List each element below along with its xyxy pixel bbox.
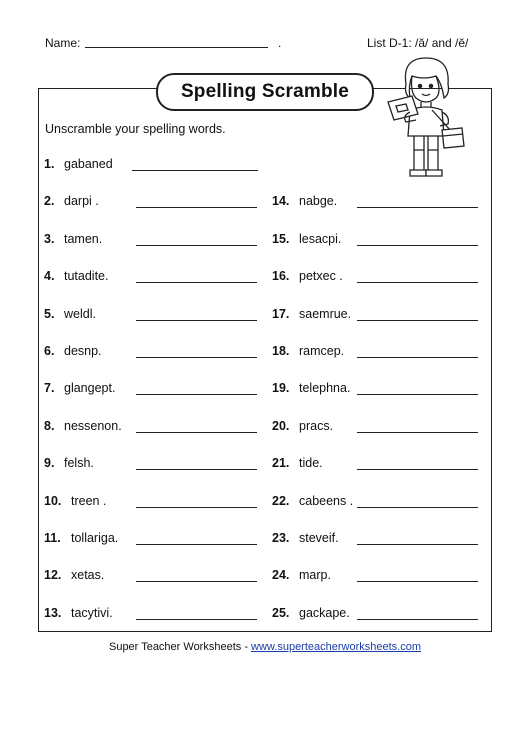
spelling-item-4 <box>44 269 254 285</box>
spelling-item-8 <box>44 419 254 435</box>
scrambled-word: glangept. <box>64 381 116 396</box>
scrambled-word: pracs. <box>299 418 334 433</box>
item-number: 15. <box>272 231 290 246</box>
spelling-item-19 <box>272 381 482 397</box>
answer-line[interactable] <box>136 394 257 395</box>
item-number: 23. <box>272 531 290 545</box>
scrambled-word: weldl. <box>64 306 96 321</box>
item-number: 1. <box>44 157 55 171</box>
scrambled-word: saemrue. <box>299 306 352 321</box>
item-number: 5. <box>44 306 55 321</box>
spelling-item-5 <box>44 307 254 323</box>
scrambled-word: tamen. <box>64 231 103 246</box>
answer-line[interactable] <box>357 544 478 545</box>
answer-line[interactable] <box>357 357 478 358</box>
footer <box>0 641 530 653</box>
item-number: 13. <box>44 605 62 620</box>
instructions: Unscramble your spelling words. <box>45 122 226 136</box>
answer-line[interactable] <box>357 394 478 395</box>
item-number: 22. <box>272 493 290 508</box>
spelling-item-3 <box>44 232 254 248</box>
item-number: 20. <box>272 418 290 433</box>
item-number: 10. <box>44 493 62 508</box>
scrambled-word: xetas. <box>71 568 105 583</box>
spelling-item-1 <box>44 157 254 173</box>
name-blank-line[interactable] <box>85 47 268 48</box>
answer-line[interactable] <box>357 619 478 620</box>
spelling-item-20 <box>272 419 482 435</box>
item-number: 14. <box>272 194 290 209</box>
item-number: 6. <box>44 344 55 358</box>
item-number: 4. <box>44 269 55 284</box>
scrambled-word: marp. <box>299 568 331 583</box>
item-number: 12. <box>44 568 62 583</box>
girl-with-mailbag-illustration <box>380 54 468 184</box>
spelling-item-16 <box>272 269 482 285</box>
spelling-item-2 <box>44 194 254 210</box>
scrambled-word: gackape. <box>299 605 350 620</box>
spelling-item-24 <box>272 568 482 584</box>
scrambled-word: gabaned <box>64 157 113 171</box>
answer-line[interactable] <box>357 245 478 246</box>
answer-line[interactable] <box>136 245 257 246</box>
scrambled-word: felsh. <box>64 456 94 471</box>
answer-line[interactable] <box>136 282 257 283</box>
answer-line[interactable] <box>357 469 478 470</box>
answer-line[interactable] <box>136 619 257 620</box>
scrambled-word: ramcep. <box>299 344 345 358</box>
answer-line[interactable] <box>132 170 258 171</box>
item-number: 21. <box>272 456 290 471</box>
answer-line[interactable] <box>136 581 257 582</box>
answer-line[interactable] <box>357 282 478 283</box>
spelling-item-17 <box>272 307 482 323</box>
item-number: 24. <box>272 568 290 583</box>
scrambled-word: nabge. <box>299 194 338 209</box>
spelling-item-25 <box>272 606 482 622</box>
scrambled-word: tide. <box>299 456 323 471</box>
scrambled-word: desnp. <box>64 344 102 358</box>
spelling-item-11 <box>44 531 254 547</box>
spelling-item-12 <box>44 568 254 584</box>
item-number: 3. <box>44 231 55 246</box>
answer-line[interactable] <box>136 357 257 358</box>
item-number: 18. <box>272 344 290 358</box>
answer-line[interactable] <box>136 432 257 433</box>
item-number: 2. <box>44 194 55 209</box>
spelling-item-14 <box>272 194 482 210</box>
answer-line[interactable] <box>136 507 257 508</box>
spelling-item-13 <box>44 606 254 622</box>
item-number: 16. <box>272 269 290 284</box>
item-number: 19. <box>272 381 290 396</box>
scrambled-word: darpi . <box>64 194 99 209</box>
scrambled-word: telephna. <box>299 381 351 396</box>
answer-line[interactable] <box>136 320 257 321</box>
item-number: 25. <box>272 605 290 620</box>
answer-line[interactable] <box>357 432 478 433</box>
scrambled-word: lesacpi. <box>299 231 342 246</box>
spelling-item-7 <box>44 381 254 397</box>
scrambled-word: steveif. <box>299 531 339 545</box>
scrambled-word: nessenon. <box>64 418 122 433</box>
scrambled-word: treen . <box>71 493 107 508</box>
answer-line[interactable] <box>357 507 478 508</box>
scrambled-word: petxec . <box>299 269 343 284</box>
spelling-item-15 <box>272 232 482 248</box>
list-label: List D-1: /ă/ and /ĕ/ <box>367 36 469 50</box>
spelling-item-9 <box>44 456 254 472</box>
item-number: 7. <box>44 381 55 396</box>
spelling-item-22 <box>272 494 482 510</box>
answer-line[interactable] <box>357 581 478 582</box>
scrambled-word: tacytivi. <box>71 605 113 620</box>
answer-line[interactable] <box>357 320 478 321</box>
spelling-item-23 <box>272 531 482 547</box>
spelling-item-21 <box>272 456 482 472</box>
footer-link[interactable]: www.superteacherworksheets.com <box>251 641 422 653</box>
answer-line[interactable] <box>136 207 257 208</box>
footer-text: Super Teacher Worksheets - <box>108 641 252 653</box>
item-number: 8. <box>44 418 55 433</box>
name-label: Name: <box>45 36 81 50</box>
answer-line[interactable] <box>357 207 478 208</box>
spelling-item-18 <box>272 344 482 360</box>
answer-line[interactable] <box>136 544 257 545</box>
spelling-item-6 <box>44 344 254 360</box>
scrambled-word: tutadite. <box>64 269 109 284</box>
item-number: 11. <box>44 531 61 545</box>
answer-line[interactable] <box>136 469 257 470</box>
spelling-item-10 <box>44 494 254 510</box>
name-dot: . <box>278 36 282 50</box>
item-number: 17. <box>272 306 290 321</box>
scrambled-word: tollariga. <box>71 531 119 545</box>
worksheet-title: Spelling Scramble <box>156 73 374 111</box>
scrambled-word: cabeens . <box>299 493 354 508</box>
item-number: 9. <box>44 456 55 471</box>
